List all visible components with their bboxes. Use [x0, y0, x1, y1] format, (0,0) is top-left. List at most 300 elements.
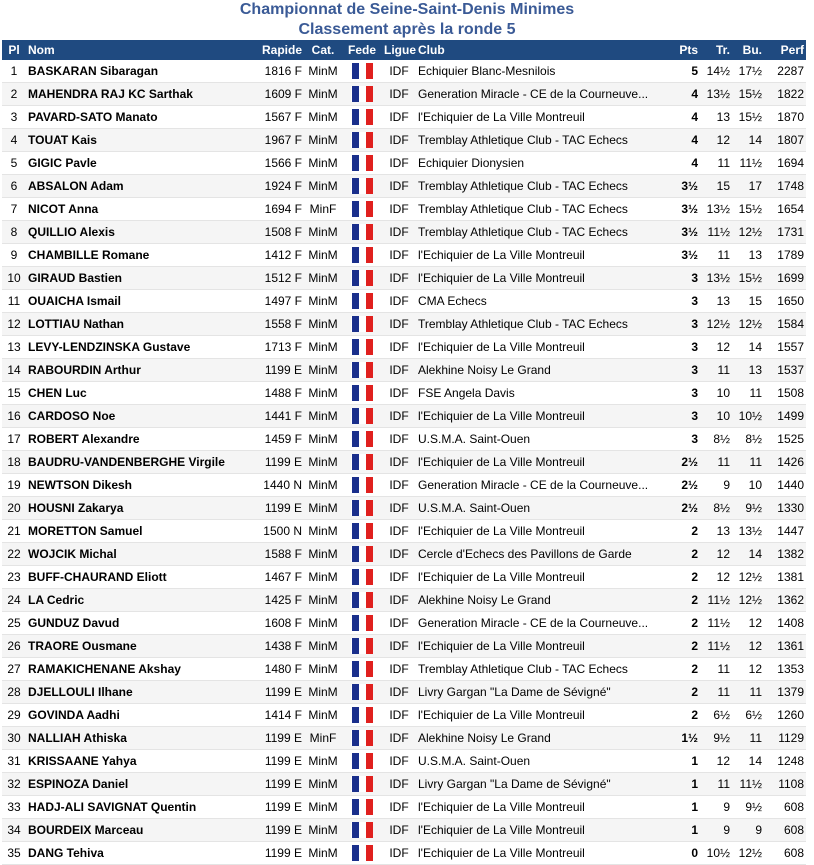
col-header-ligue[interactable]: Ligue — [382, 40, 416, 60]
performance-cell: 1108 — [764, 773, 806, 796]
col-header-pl[interactable]: Pl — [2, 40, 26, 60]
performance-cell: 1499 — [764, 405, 806, 428]
rank-cell: 11 — [2, 290, 26, 313]
table-row — [2, 842, 806, 865]
points-cell: 1 — [672, 773, 700, 796]
tiebreak-bu-cell: 12½ — [732, 842, 764, 865]
club-cell: Tremblay Athletique Club - TAC Echecs — [416, 313, 672, 336]
france-flag-icon — [351, 201, 373, 217]
france-flag-icon — [351, 155, 373, 171]
rank-cell: 1 — [2, 60, 26, 83]
player-name-link[interactable]: BASKARAN Sibaragan — [26, 60, 248, 83]
france-flag-icon — [351, 799, 373, 815]
player-name-link[interactable]: MAHENDRA RAJ KC Sarthak — [26, 83, 248, 106]
france-flag-icon — [351, 132, 373, 148]
player-name-link[interactable]: CHAMBILLE Romane — [26, 244, 248, 267]
league-cell: IDF — [382, 727, 416, 750]
table-header-row — [2, 40, 806, 60]
player-name-link[interactable]: GUNDUZ Davud — [26, 612, 248, 635]
table-row — [2, 129, 806, 152]
tiebreak-tr-cell: 12 — [700, 336, 732, 359]
federation-cell — [342, 474, 382, 497]
performance-cell: 1807 — [764, 129, 806, 152]
rating-cell: 1199 E — [248, 451, 304, 474]
tiebreak-tr-cell: 11 — [700, 244, 732, 267]
rank-cell: 23 — [2, 566, 26, 589]
performance-cell: 608 — [764, 819, 806, 842]
player-name-link[interactable]: ESPINOZA Daniel — [26, 773, 248, 796]
league-cell: IDF — [382, 819, 416, 842]
france-flag-icon — [351, 316, 373, 332]
player-name-link[interactable]: HADJ-ALI SAVIGNAT Quentin — [26, 796, 248, 819]
performance-cell: 1508 — [764, 382, 806, 405]
league-cell: IDF — [382, 750, 416, 773]
tiebreak-bu-cell: 9½ — [732, 796, 764, 819]
federation-cell — [342, 796, 382, 819]
club-cell: l'Echiquier de La Ville Montreuil — [416, 635, 672, 658]
table-row — [2, 727, 806, 750]
league-cell: IDF — [382, 290, 416, 313]
rating-cell: 1467 F — [248, 566, 304, 589]
rank-cell: 31 — [2, 750, 26, 773]
league-cell: IDF — [382, 773, 416, 796]
rating-cell: 1508 F — [248, 221, 304, 244]
france-flag-icon — [351, 63, 373, 79]
league-cell: IDF — [382, 244, 416, 267]
tiebreak-tr-cell: 12 — [700, 543, 732, 566]
standings-body — [2, 60, 806, 865]
tiebreak-tr-cell: 10½ — [700, 842, 732, 865]
table-row — [2, 658, 806, 681]
rank-cell: 14 — [2, 359, 26, 382]
rating-cell: 1480 F — [248, 658, 304, 681]
table-row — [2, 796, 806, 819]
rating-cell: 1608 F — [248, 612, 304, 635]
federation-cell — [342, 60, 382, 83]
federation-cell — [342, 773, 382, 796]
points-cell: 2 — [672, 658, 700, 681]
france-flag-icon — [351, 339, 373, 355]
category-cell: MinM — [304, 267, 342, 290]
performance-cell: 1361 — [764, 635, 806, 658]
tiebreak-bu-cell: 12 — [732, 612, 764, 635]
federation-cell — [342, 727, 382, 750]
player-name-link[interactable]: HOUSNI Zakarya — [26, 497, 248, 520]
tiebreak-tr-cell: 11½ — [700, 221, 732, 244]
player-name-link[interactable]: PAVARD-SATO Manato — [26, 106, 248, 129]
tiebreak-tr-cell: 12 — [700, 129, 732, 152]
performance-cell: 1654 — [764, 198, 806, 221]
tiebreak-tr-cell: 6½ — [700, 704, 732, 727]
category-cell: MinM — [304, 704, 342, 727]
france-flag-icon — [351, 776, 373, 792]
rank-cell: 25 — [2, 612, 26, 635]
performance-cell: 1248 — [764, 750, 806, 773]
league-cell: IDF — [382, 313, 416, 336]
tiebreak-tr-cell: 8½ — [700, 497, 732, 520]
league-cell: IDF — [382, 221, 416, 244]
performance-cell: 1525 — [764, 428, 806, 451]
rank-cell: 33 — [2, 796, 26, 819]
player-name-link[interactable]: OUAICHA Ismail — [26, 290, 248, 313]
rating-cell: 1441 F — [248, 405, 304, 428]
performance-cell: 608 — [764, 796, 806, 819]
rating-cell: 1967 F — [248, 129, 304, 152]
table-row — [2, 152, 806, 175]
performance-cell: 1789 — [764, 244, 806, 267]
tiebreak-bu-cell: 15 — [732, 290, 764, 313]
league-cell: IDF — [382, 474, 416, 497]
club-cell: Tremblay Athletique Club - TAC Echecs — [416, 198, 672, 221]
tiebreak-bu-cell: 12 — [732, 635, 764, 658]
performance-cell: 1379 — [764, 681, 806, 704]
rank-cell: 6 — [2, 175, 26, 198]
league-cell: IDF — [382, 658, 416, 681]
player-name-link[interactable]: BOURDEIX Marceau — [26, 819, 248, 842]
page-subtitle: Classement après la ronde 5 — [298, 21, 516, 38]
table-row — [2, 382, 806, 405]
club-cell: l'Echiquier de La Ville Montreuil — [416, 842, 672, 865]
performance-cell: 1362 — [764, 589, 806, 612]
tiebreak-bu-cell: 14 — [732, 750, 764, 773]
league-cell: IDF — [382, 336, 416, 359]
performance-cell: 1731 — [764, 221, 806, 244]
club-cell: Livry Gargan "La Dame de Sévigné" — [416, 681, 672, 704]
table-row — [2, 428, 806, 451]
france-flag-icon — [351, 753, 373, 769]
club-cell: U.S.M.A. Saint-Ouen — [416, 428, 672, 451]
table-row — [2, 704, 806, 727]
federation-cell — [342, 152, 382, 175]
player-name-link[interactable]: GIGIC Pavle — [26, 152, 248, 175]
player-name-link[interactable]: TRAORE Ousmane — [26, 635, 248, 658]
player-name-link[interactable]: MORETTON Samuel — [26, 520, 248, 543]
points-cell: 2 — [672, 612, 700, 635]
federation-cell — [342, 106, 382, 129]
performance-cell: 1260 — [764, 704, 806, 727]
category-cell: MinM — [304, 566, 342, 589]
points-cell: 4 — [672, 129, 700, 152]
france-flag-icon — [351, 270, 373, 286]
tiebreak-tr-cell: 11 — [700, 681, 732, 704]
player-name-link[interactable]: DJELLOULI Ilhane — [26, 681, 248, 704]
rating-cell: 1199 E — [248, 796, 304, 819]
col-header-fede[interactable]: Fede — [342, 40, 382, 60]
player-name-link[interactable]: BAUDRU-VANDENBERGHE Virgile — [26, 451, 248, 474]
rating-cell: 1199 E — [248, 681, 304, 704]
player-name-link[interactable]: NICOT Anna — [26, 198, 248, 221]
federation-cell — [342, 336, 382, 359]
federation-cell — [342, 704, 382, 727]
page-header — [0, 0, 814, 40]
performance-cell: 2287 — [764, 60, 806, 83]
col-header-perf[interactable]: Perf — [764, 40, 806, 60]
france-flag-icon — [351, 408, 373, 424]
club-cell: Tremblay Athletique Club - TAC Echecs — [416, 175, 672, 198]
league-cell: IDF — [382, 704, 416, 727]
league-cell: IDF — [382, 796, 416, 819]
rating-cell: 1199 E — [248, 819, 304, 842]
club-cell: Alekhine Noisy Le Grand — [416, 727, 672, 750]
tiebreak-tr-cell: 11 — [700, 359, 732, 382]
category-cell: MinM — [304, 359, 342, 382]
points-cell: 4 — [672, 83, 700, 106]
club-cell: l'Echiquier de La Ville Montreuil — [416, 106, 672, 129]
table-row — [2, 106, 806, 129]
table-row — [2, 83, 806, 106]
france-flag-icon — [351, 477, 373, 493]
league-cell: IDF — [382, 83, 416, 106]
club-cell: Alekhine Noisy Le Grand — [416, 589, 672, 612]
category-cell: MinM — [304, 842, 342, 865]
points-cell: 1½ — [672, 727, 700, 750]
performance-cell: 1870 — [764, 106, 806, 129]
federation-cell — [342, 750, 382, 773]
points-cell: 3½ — [672, 198, 700, 221]
league-cell: IDF — [382, 359, 416, 382]
tiebreak-bu-cell: 11 — [732, 382, 764, 405]
france-flag-icon — [351, 684, 373, 700]
france-flag-icon — [351, 178, 373, 194]
france-flag-icon — [351, 845, 373, 861]
rating-cell: 1497 F — [248, 290, 304, 313]
rank-cell: 8 — [2, 221, 26, 244]
tiebreak-bu-cell: 11 — [732, 727, 764, 750]
points-cell: 1 — [672, 819, 700, 842]
federation-cell — [342, 267, 382, 290]
performance-cell: 1650 — [764, 290, 806, 313]
tiebreak-bu-cell: 9 — [732, 819, 764, 842]
club-cell: Tremblay Athletique Club - TAC Echecs — [416, 658, 672, 681]
league-cell: IDF — [382, 612, 416, 635]
tiebreak-tr-cell: 13 — [700, 106, 732, 129]
category-cell: MinM — [304, 428, 342, 451]
table-row — [2, 198, 806, 221]
points-cell: 3 — [672, 290, 700, 313]
rank-cell: 29 — [2, 704, 26, 727]
rank-cell: 21 — [2, 520, 26, 543]
club-cell: l'Echiquier de La Ville Montreuil — [416, 520, 672, 543]
points-cell: 3½ — [672, 221, 700, 244]
player-name-link[interactable]: KRISSAANE Yahya — [26, 750, 248, 773]
rank-cell: 7 — [2, 198, 26, 221]
table-row — [2, 336, 806, 359]
tiebreak-tr-cell: 13½ — [700, 267, 732, 290]
category-cell: MinM — [304, 497, 342, 520]
category-cell: MinM — [304, 612, 342, 635]
col-header-rapide[interactable]: Rapide — [248, 40, 304, 60]
france-flag-icon — [351, 569, 373, 585]
points-cell: 5 — [672, 60, 700, 83]
player-name-link[interactable]: ROBERT Alexandre — [26, 428, 248, 451]
tiebreak-bu-cell: 12 — [732, 658, 764, 681]
category-cell: MinM — [304, 244, 342, 267]
category-cell: MinM — [304, 152, 342, 175]
rating-cell: 1199 E — [248, 359, 304, 382]
federation-cell — [342, 842, 382, 865]
performance-cell: 1748 — [764, 175, 806, 198]
club-cell: Alekhine Noisy Le Grand — [416, 359, 672, 382]
tiebreak-bu-cell: 8½ — [732, 428, 764, 451]
tiebreak-tr-cell: 13 — [700, 290, 732, 313]
rating-cell: 1566 F — [248, 152, 304, 175]
rating-cell: 1567 F — [248, 106, 304, 129]
federation-cell — [342, 612, 382, 635]
tiebreak-bu-cell: 11 — [732, 451, 764, 474]
performance-cell: 1699 — [764, 267, 806, 290]
club-cell: FSE Angela Davis — [416, 382, 672, 405]
points-cell: 2 — [672, 520, 700, 543]
tiebreak-tr-cell: 10 — [700, 405, 732, 428]
table-row — [2, 750, 806, 773]
player-name-link[interactable]: RABOURDIN Arthur — [26, 359, 248, 382]
club-cell: l'Echiquier de La Ville Montreuil — [416, 336, 672, 359]
player-name-link[interactable]: CHEN Luc — [26, 382, 248, 405]
player-name-link[interactable]: GIRAUD Bastien — [26, 267, 248, 290]
france-flag-icon — [351, 109, 373, 125]
france-flag-icon — [351, 592, 373, 608]
club-cell: Tremblay Athletique Club - TAC Echecs — [416, 221, 672, 244]
league-cell: IDF — [382, 198, 416, 221]
table-row — [2, 520, 806, 543]
league-cell: IDF — [382, 681, 416, 704]
league-cell: IDF — [382, 589, 416, 612]
rating-cell: 1924 F — [248, 175, 304, 198]
player-name-link[interactable]: LEVY-LENDZINSKA Gustave — [26, 336, 248, 359]
player-name-link[interactable]: WOJCIK Michal — [26, 543, 248, 566]
col-header-bu[interactable]: Bu. — [732, 40, 764, 60]
category-cell: MinM — [304, 129, 342, 152]
table-row — [2, 681, 806, 704]
category-cell: MinM — [304, 635, 342, 658]
player-name-link[interactable]: TOUAT Kais — [26, 129, 248, 152]
player-name-link[interactable]: DANG Tehiva — [26, 842, 248, 865]
table-row — [2, 635, 806, 658]
points-cell: 2 — [672, 543, 700, 566]
league-cell: IDF — [382, 451, 416, 474]
club-cell: l'Echiquier de La Ville Montreuil — [416, 704, 672, 727]
france-flag-icon — [351, 707, 373, 723]
col-header-tr[interactable]: Tr. — [700, 40, 732, 60]
france-flag-icon — [351, 454, 373, 470]
club-cell: Livry Gargan "La Dame de Sévigné" — [416, 773, 672, 796]
tiebreak-tr-cell: 11 — [700, 152, 732, 175]
france-flag-icon — [351, 431, 373, 447]
category-cell: MinM — [304, 658, 342, 681]
federation-cell — [342, 497, 382, 520]
points-cell: 2 — [672, 704, 700, 727]
tiebreak-tr-cell: 11½ — [700, 612, 732, 635]
league-cell: IDF — [382, 106, 416, 129]
federation-cell — [342, 635, 382, 658]
league-cell: IDF — [382, 382, 416, 405]
rank-cell: 32 — [2, 773, 26, 796]
points-cell: 2 — [672, 589, 700, 612]
rating-cell: 1199 E — [248, 773, 304, 796]
points-cell: 2½ — [672, 474, 700, 497]
player-name-link[interactable]: GOVINDA Aadhi — [26, 704, 248, 727]
tiebreak-bu-cell: 17 — [732, 175, 764, 198]
performance-cell: 1537 — [764, 359, 806, 382]
performance-cell: 1440 — [764, 474, 806, 497]
federation-cell — [342, 451, 382, 474]
league-cell: IDF — [382, 520, 416, 543]
table-row — [2, 474, 806, 497]
player-name-link[interactable]: RAMAKICHENANE Akshay — [26, 658, 248, 681]
club-cell: l'Echiquier de La Ville Montreuil — [416, 796, 672, 819]
federation-cell — [342, 405, 382, 428]
rank-cell: 35 — [2, 842, 26, 865]
col-header-club[interactable]: Club — [416, 40, 672, 60]
player-name-link[interactable]: LOTTIAU Nathan — [26, 313, 248, 336]
tiebreak-tr-cell: 13½ — [700, 83, 732, 106]
table-row — [2, 612, 806, 635]
player-name-link[interactable]: NALLIAH Athiska — [26, 727, 248, 750]
federation-cell — [342, 175, 382, 198]
tiebreak-bu-cell: 15½ — [732, 106, 764, 129]
player-name-link[interactable]: NEWTSON Dikesh — [26, 474, 248, 497]
player-name-link[interactable]: LA Cedric — [26, 589, 248, 612]
tiebreak-tr-cell: 13 — [700, 520, 732, 543]
player-name-link[interactable]: CARDOSO Noe — [26, 405, 248, 428]
points-cell: 1 — [672, 796, 700, 819]
performance-cell: 1330 — [764, 497, 806, 520]
france-flag-icon — [351, 86, 373, 102]
category-cell: MinM — [304, 83, 342, 106]
points-cell: 3½ — [672, 175, 700, 198]
federation-cell — [342, 681, 382, 704]
tiebreak-bu-cell: 12½ — [732, 566, 764, 589]
player-name-link[interactable]: BUFF-CHAURAND Eliott — [26, 566, 248, 589]
league-cell: IDF — [382, 60, 416, 83]
rank-cell: 13 — [2, 336, 26, 359]
performance-cell: 1584 — [764, 313, 806, 336]
col-header-nom[interactable]: Nom — [26, 40, 248, 60]
league-cell: IDF — [382, 566, 416, 589]
performance-cell: 1408 — [764, 612, 806, 635]
federation-cell — [342, 83, 382, 106]
tiebreak-bu-cell: 14 — [732, 543, 764, 566]
table-row — [2, 290, 806, 313]
col-header-pts[interactable]: Pts — [672, 40, 700, 60]
club-cell: l'Echiquier de La Ville Montreuil — [416, 451, 672, 474]
france-flag-icon — [351, 661, 373, 677]
category-cell: MinM — [304, 451, 342, 474]
tiebreak-tr-cell: 9½ — [700, 727, 732, 750]
rating-cell: 1609 F — [248, 83, 304, 106]
tiebreak-tr-cell: 9 — [700, 819, 732, 842]
france-flag-icon — [351, 362, 373, 378]
rating-cell: 1199 E — [248, 750, 304, 773]
performance-cell: 608 — [764, 842, 806, 865]
rank-cell: 5 — [2, 152, 26, 175]
tiebreak-tr-cell: 15 — [700, 175, 732, 198]
player-name-link[interactable]: ABSALON Adam — [26, 175, 248, 198]
col-header-cat[interactable]: Cat. — [304, 40, 342, 60]
performance-cell: 1381 — [764, 566, 806, 589]
points-cell: 4 — [672, 106, 700, 129]
table-row — [2, 819, 806, 842]
club-cell: l'Echiquier de La Ville Montreuil — [416, 819, 672, 842]
category-cell: MinM — [304, 750, 342, 773]
france-flag-icon — [351, 500, 373, 516]
category-cell: MinM — [304, 773, 342, 796]
table-row — [2, 543, 806, 566]
rating-cell: 1713 F — [248, 336, 304, 359]
rating-cell: 1199 E — [248, 497, 304, 520]
player-name-link[interactable]: QUILLIO Alexis — [26, 221, 248, 244]
points-cell: 1 — [672, 750, 700, 773]
